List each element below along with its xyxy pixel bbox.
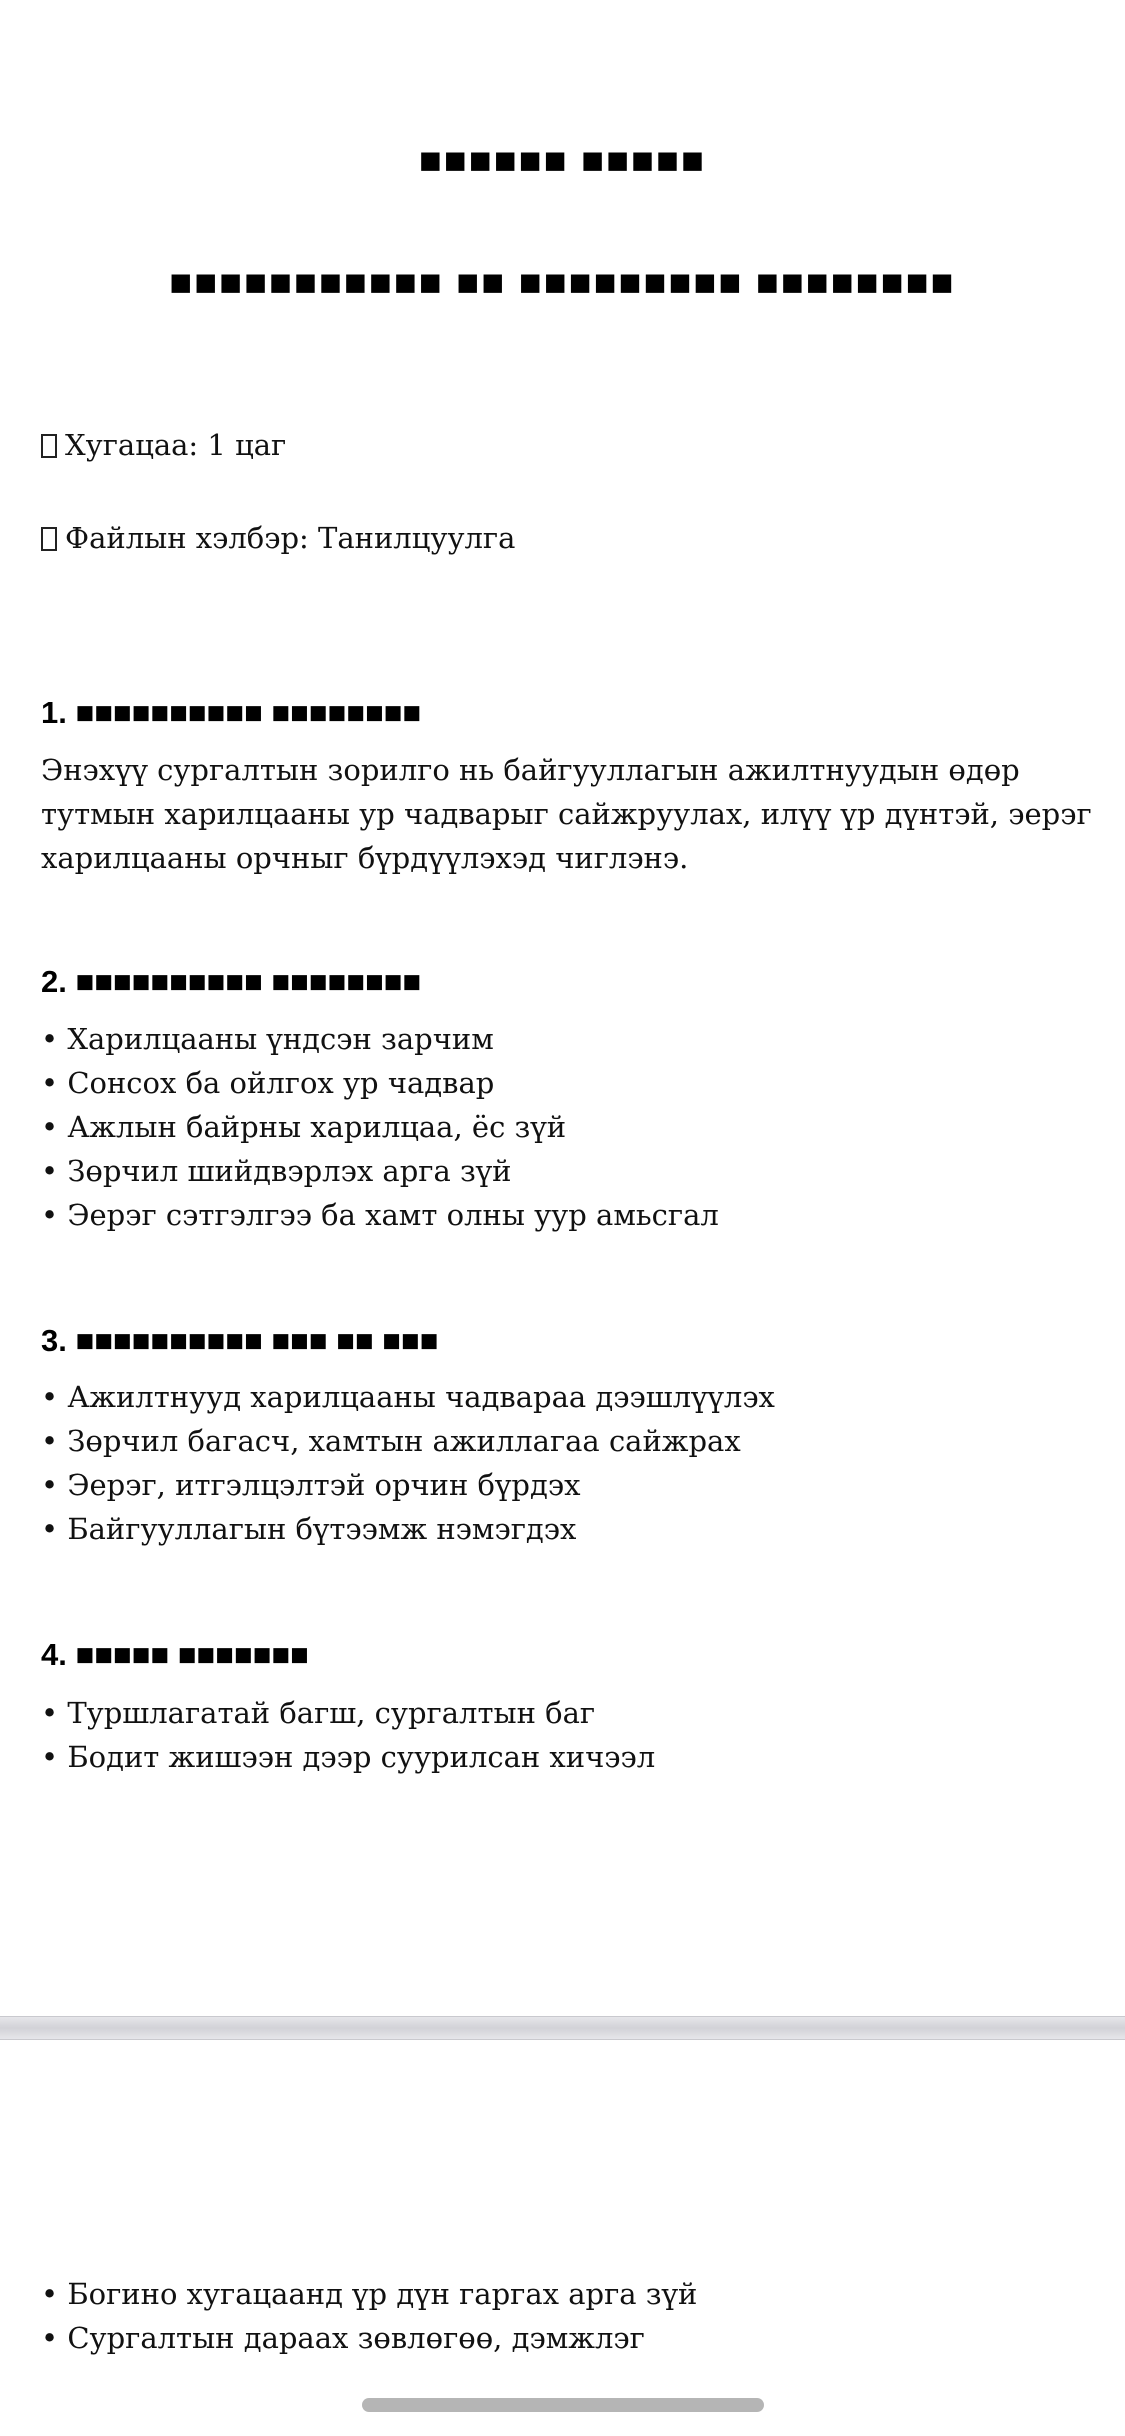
list-item: • Зөрчил шийдвэрлэх арга зүй (41, 1149, 719, 1193)
format-line (41, 521, 515, 555)
missing-glyph-icon (41, 434, 57, 458)
home-indicator[interactable] (362, 2398, 764, 2412)
list-item: • Туршлагатай багш, сургалтын баг (41, 1691, 655, 1735)
section-2-heading: 2. ■■■■■■■■■■ ■■■■■■■■ (41, 964, 422, 999)
section-1-heading: 1. ■■■■■■■■■■ ■■■■■■■■ (41, 695, 422, 730)
section-4-heading: 4. ■■■■■ ■■■■■■■ (41, 1637, 309, 1672)
list-item: • Эерэг сэтгэлгээ ба хамт олны уур амьсгал (41, 1193, 719, 1237)
document-page-2 (0, 2040, 1125, 2436)
list-item: • Ажлын байрны харилцаа, ёс зүй (41, 1105, 719, 1149)
page-separator (0, 2016, 1125, 2040)
format-text: Файлын хэлбэр: Танилцуулга (65, 521, 516, 555)
list-item: • Сургалтын дараах зөвлөгөө, дэмжлэг (41, 2316, 697, 2360)
list-item: • Зөрчил багасч, хамтын ажиллагаа сайжрах (41, 1419, 775, 1463)
list-item: • Харилцааны үндсэн зарчим (41, 1017, 719, 1061)
document-title-line-1: ■■■■■■ ■■■■■ (418, 140, 707, 182)
list-item: • Бодит жишээн дээр суурилсан хичээл (41, 1735, 655, 1779)
section-4-list (41, 1691, 655, 1779)
list-item: • Ажилтнууд харилцааны чадвараа дээшлүүлэх (41, 1375, 775, 1419)
section-1-paragraph: Энэхүү сургалтын зорилго нь байгууллагын ажилтнуудын өдөр тутмын харилцааны ур чадварыг сайжруулах, илүү үр дүнтэй, эерэг харилцааны орчныг бүрдүүлэхэд чиглэнэ. (41, 753, 1092, 875)
duration-text: Хугацаа: 1 цаг (65, 428, 287, 462)
section-2-list (41, 1017, 719, 1237)
list-item: • Сонсох ба ойлгох ур чадвар (41, 1061, 719, 1105)
list-item: • Байгууллагын бүтээмж нэмэгдэх (41, 1507, 775, 1551)
document-title-line-2: ■■■■■■■■■■■ ■■ ■■■■■■■■■ ■■■■■■■■ (169, 262, 956, 304)
missing-glyph-icon (41, 527, 57, 551)
list-item: • Эерэг, итгэлцэлтэй орчин бүрдэх (41, 1463, 775, 1507)
section-3-list (41, 1375, 775, 1551)
list-item: • Богино хугацаанд үр дүн гаргах арга зүй (41, 2272, 697, 2316)
duration-line (41, 428, 286, 462)
section-3-heading: 3. ■■■■■■■■■■ ■■■ ■■ ■■■ (41, 1323, 439, 1358)
section-4-list-continued (41, 2272, 697, 2360)
